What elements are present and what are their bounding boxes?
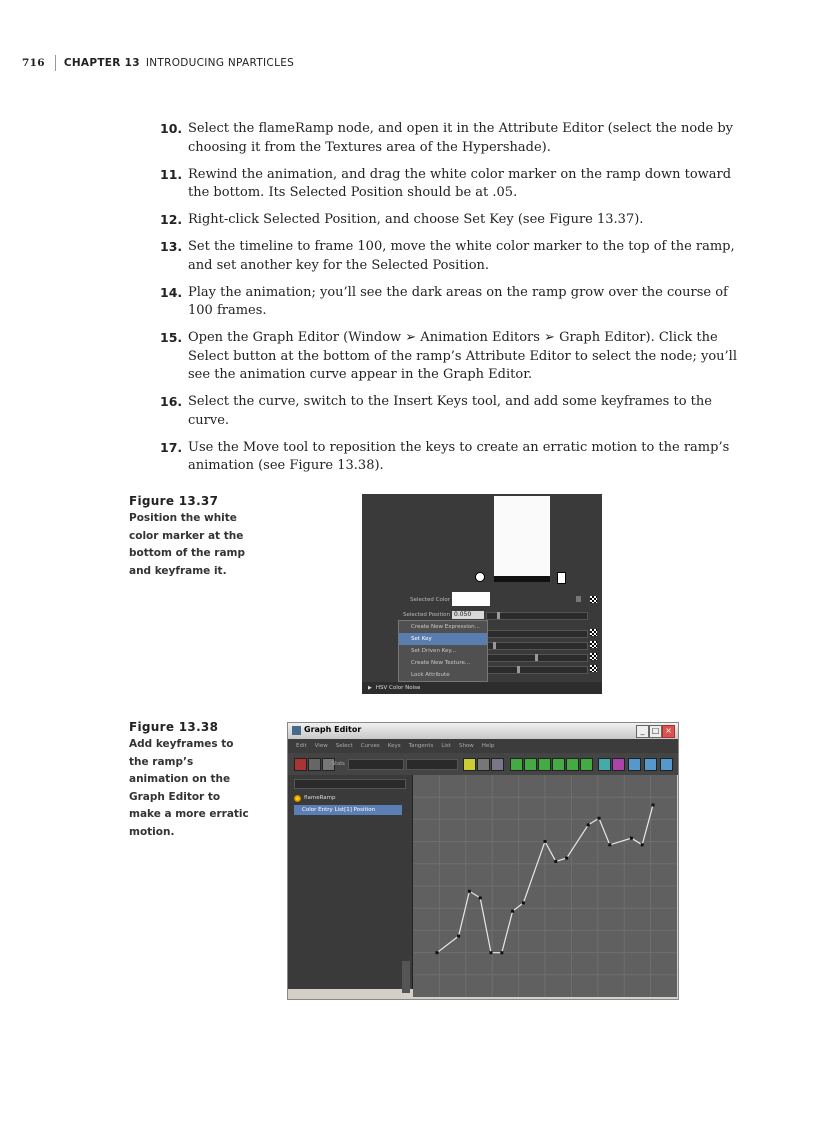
keyframe[interactable]	[598, 817, 601, 820]
window-titlebar[interactable]	[288, 723, 678, 739]
menu-item-create-expression[interactable]: Create New Expression...	[411, 624, 480, 630]
tangent-flat-icon[interactable]	[552, 758, 565, 771]
attr-slider[interactable]	[486, 654, 588, 662]
outliner-filter-field[interactable]	[294, 779, 406, 789]
ramp-preview	[494, 496, 550, 576]
step-text: Right-click Selected Position, and choose Set Key (see Figure 13.37).	[188, 212, 644, 227]
menu-edit[interactable]: Edit	[296, 743, 307, 749]
slider-knob[interactable]	[535, 654, 538, 661]
tangent-clamped-icon[interactable]	[524, 758, 537, 771]
stats-field[interactable]	[406, 759, 458, 770]
keyframe[interactable]	[652, 803, 655, 806]
figure-37-screenshot	[362, 494, 602, 694]
page-number: 716	[22, 57, 45, 69]
step-number: 15.	[160, 330, 183, 345]
step-text: Open the Graph Editor (Window ➢ Animation Editors ➢ Graph Editor). Click the Select button at the bottom of the ramp’s Attribute Editor to select the node; you’ll see the animation curve appear in the Graph Editor.	[188, 330, 737, 382]
step-item	[160, 120, 748, 157]
outliner-scrollbar[interactable]	[402, 961, 410, 993]
minimize-icon[interactable]: _	[636, 725, 649, 738]
step-item	[160, 166, 748, 203]
stats-field[interactable]	[348, 759, 404, 770]
step-list	[160, 120, 748, 484]
map-button-icon[interactable]	[590, 653, 597, 660]
menu-item-set-driven-key[interactable]: Set Driven Key...	[411, 648, 457, 654]
attr-slider[interactable]	[486, 666, 588, 674]
figure-37-caption	[129, 494, 249, 580]
menu-item-create-texture[interactable]: Create New Texture...	[411, 660, 471, 666]
menu-help[interactable]: Help	[481, 743, 495, 749]
slider-knob[interactable]	[517, 666, 520, 673]
keyframe[interactable]	[641, 843, 644, 846]
selected-position-label: Selected Position	[402, 612, 450, 618]
step-number: 11.	[160, 166, 183, 182]
step-text: Rewind the animation, and drag the white color marker on the ramp down toward the bottom. Its Selected Position should be at .05.	[188, 166, 732, 200]
step-item	[160, 238, 748, 275]
figure-37-title: Figure 13.37	[129, 494, 219, 508]
chapter-title: INTRODUCING NPARTICLES	[145, 57, 295, 69]
keyframe[interactable]	[565, 857, 568, 860]
step-number: 16.	[160, 394, 183, 409]
expand-arrow-icon[interactable]: ▶	[368, 685, 372, 691]
outliner-item-flameramp[interactable]: flameRamp	[304, 795, 336, 801]
tangent-step-icon[interactable]	[566, 758, 579, 771]
step-number: 17.	[160, 439, 183, 455]
tangent-linear-icon[interactable]	[538, 758, 551, 771]
keyframe[interactable]	[554, 860, 557, 863]
menu-item-set-key[interactable]: Set Key	[399, 633, 487, 645]
step-text: Set the timeline to frame 100, move the white color marker to the top of the ramp, and set another key for the Selected Position.	[188, 239, 735, 273]
menu-select[interactable]: Select	[335, 743, 353, 749]
figure-38-text: Add keyframes to the ramp’s animation on the Graph Editor to make a more erratic motion.	[129, 738, 249, 838]
slider-knob[interactable]	[576, 596, 581, 602]
selected-color-label: Selected Color	[410, 597, 450, 603]
figure-38-screenshot	[287, 722, 679, 1000]
running-head	[22, 55, 294, 71]
keyframe[interactable]	[457, 935, 460, 938]
maximize-icon[interactable]: □	[649, 725, 662, 738]
step-number: 10.	[160, 121, 183, 136]
window-title: Graph Editor	[304, 725, 362, 734]
slider-knob[interactable]	[497, 612, 500, 619]
step-text: Select the flameRamp node, and open it in the Attribute Editor (select the node by choosing it from the Textures area of the Hypershade).	[188, 121, 734, 155]
map-button-icon[interactable]	[590, 665, 597, 672]
graph-outliner	[288, 775, 413, 989]
figure-37-text: Position the white color marker at the bottom of the ramp and keyframe it.	[129, 512, 246, 577]
menu-view[interactable]: View	[314, 743, 328, 749]
figure-38-title: Figure 13.38	[129, 720, 219, 734]
toolbar	[288, 753, 678, 775]
keyframe[interactable]	[468, 890, 471, 893]
figure-38-caption	[129, 720, 249, 841]
white-color-marker[interactable]	[475, 572, 485, 582]
graph-view[interactable]	[413, 775, 677, 997]
step-item	[160, 393, 748, 430]
ramp-node-icon	[294, 795, 301, 802]
selected-position-field[interactable]: 0.050	[452, 611, 484, 619]
header-divider	[55, 55, 56, 71]
context-menu	[398, 620, 488, 682]
keyframe[interactable]	[436, 951, 439, 954]
keyframe[interactable]	[544, 840, 547, 843]
menu-item-lock-attribute[interactable]: Lock Attribute	[411, 672, 450, 678]
step-item	[160, 211, 748, 230]
tangent-spline-icon[interactable]	[510, 758, 523, 771]
outliner-item-position[interactable]: Color Entry List[1] Position	[294, 805, 402, 815]
map-button-icon[interactable]	[590, 629, 597, 636]
menu-list[interactable]: List	[441, 743, 451, 749]
attr-slider[interactable]	[486, 642, 588, 650]
attr-slider[interactable]	[486, 630, 588, 638]
menu-show[interactable]: Show	[458, 743, 474, 749]
selected-color-swatch[interactable]	[452, 592, 490, 606]
step-text: Select the curve, switch to the Insert Keys tool, and add some keyframes to the curve.	[188, 394, 712, 428]
chapter-label: CHAPTER 13	[63, 57, 140, 69]
step-number: 13.	[160, 239, 183, 254]
center-view-icon[interactable]	[491, 758, 504, 771]
step-item	[160, 284, 748, 321]
frame-playback-icon[interactable]	[477, 758, 490, 771]
move-keys-icon[interactable]	[294, 758, 307, 771]
step-text: Use the Move tool to reposition the keys to create an erratic motion to the ramp’s animation (see Figure 13.38).	[188, 439, 730, 473]
unify-tangents-icon[interactable]	[612, 758, 625, 771]
map-button-icon[interactable]	[590, 641, 597, 648]
ramp-dark-band	[494, 576, 550, 582]
section-label: HSV Color Noise	[375, 685, 421, 691]
menu-tangents[interactable]: Tangents	[408, 743, 434, 749]
keyframe[interactable]	[490, 951, 493, 954]
break-tangents-icon[interactable]	[598, 758, 611, 771]
frame-all-icon[interactable]	[463, 758, 476, 771]
ramp-handle[interactable]	[557, 572, 566, 584]
step-item	[160, 439, 748, 476]
step-number: 12.	[160, 212, 183, 227]
keyframe[interactable]	[479, 896, 482, 899]
keyframe[interactable]	[608, 843, 611, 846]
menu-bar	[288, 739, 678, 753]
menu-curves[interactable]: Curves	[360, 743, 380, 749]
hsv-color-noise-section[interactable]	[362, 682, 602, 694]
position-slider[interactable]	[486, 612, 588, 620]
keyframe[interactable]	[500, 951, 503, 954]
keyframe[interactable]	[630, 837, 633, 840]
swap-buffer-icon[interactable]	[644, 758, 657, 771]
dope-sheet-icon[interactable]	[660, 758, 673, 771]
animation-curve-plot[interactable]	[413, 775, 677, 997]
app-icon	[292, 726, 301, 735]
step-text: Play the animation; you’ll see the dark areas on the ramp grow over the course of 100 frames.	[188, 284, 728, 318]
stats-label: Stats	[332, 761, 345, 767]
keyframe[interactable]	[522, 901, 525, 904]
buffer-curve-icon[interactable]	[628, 758, 641, 771]
map-button-icon[interactable]	[590, 596, 597, 603]
slider-knob[interactable]	[493, 642, 496, 649]
keyframe[interactable]	[587, 823, 590, 826]
step-item	[160, 329, 748, 385]
keyframe[interactable]	[511, 910, 514, 913]
tangent-plateau-icon[interactable]	[580, 758, 593, 771]
insert-keys-icon[interactable]	[308, 758, 321, 771]
step-number: 14.	[160, 284, 183, 300]
menu-keys[interactable]: Keys	[387, 743, 401, 749]
close-icon[interactable]: ×	[662, 725, 675, 738]
